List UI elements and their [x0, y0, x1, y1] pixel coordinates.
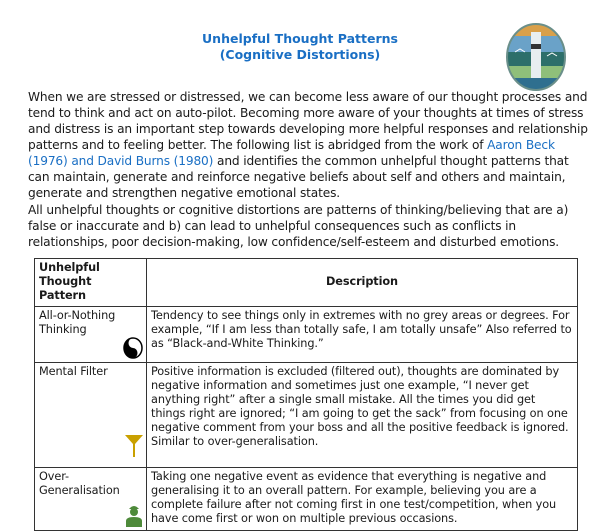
table-row: [35, 468, 578, 531]
description-cell: Tendency to see things only in extremes with no grey areas or degrees. For example, “If I am less than totally safe, I am totally unsafe” Also referred to as “Black-and-White Thinking.”: [147, 307, 578, 363]
header-pattern: Unhelpful Thought Pattern: [35, 259, 147, 307]
table-row: [35, 307, 578, 363]
definition-paragraph: All unhelpful thoughts or cognitive distortions are patterns of thinking/believing that are a) false or inaccurate and b) can lead to unhelpful consequences such as conflicts in relationships, poor decision-making, low confidence/self-esteem and disturbed emotions.: [28, 203, 569, 249]
table-header-row: [35, 259, 578, 307]
pattern-name: All-or-Nothing Thinking: [39, 309, 116, 336]
soldier-icon: [125, 503, 143, 527]
pattern-cell: [35, 307, 147, 363]
beck-burns-link[interactable]: Aaron Beck (1976) and David Burns (1980): [28, 138, 555, 168]
intro-text: When we are stressed or distressed, we can become less aware of our thought processes and tend to think and act on auto-pilot. Becoming more aware of your thoughts at times of stress and distress is an important step towards developing more helpful responses and relationship patterns and to feeling better. The following list is abridged from the work of: [28, 90, 588, 152]
intro-text-continued: and identifies the common unhelpful thought patterns that can maintain, generate and reinforce negative beliefs about self and others and maintain, generate and strengthen negative emotional states.: [28, 154, 569, 200]
table-row: [35, 363, 578, 468]
description-cell: Positive information is excluded (filtered out), thoughts are dominated by negative information and sometimes just one example, “I never get anything right” after a single small mistake. All the times you did get things right are ignored; “I am going to get the sack” from focusing on one negative comment from your boss and all the positive feedback is ignored. Similar to over-generalisation.: [147, 363, 578, 468]
intro-paragraph: [28, 89, 588, 201]
thought-patterns-table: [34, 258, 578, 531]
header-description: Description: [147, 259, 578, 307]
pattern-cell: [35, 363, 147, 468]
pattern-name: Mental Filter: [39, 365, 108, 378]
description-cell: Taking one negative event as evidence that everything is negative and generalising it to an overall pattern. For example, believing you are a complete failure after not coming first in one test/competition, when you have come first or won on multiple previous occasions.: [147, 468, 578, 531]
lighthouse-logo-icon: [505, 22, 567, 92]
filter-funnel-icon: [125, 435, 143, 457]
pattern-cell: [35, 468, 147, 531]
pattern-name: Over-Generalisation: [39, 470, 120, 497]
title-line-2: (Cognitive Distortions): [219, 47, 381, 62]
yin-yang-icon: [123, 337, 143, 359]
title-line-1: Unhelpful Thought Patterns: [202, 31, 398, 46]
